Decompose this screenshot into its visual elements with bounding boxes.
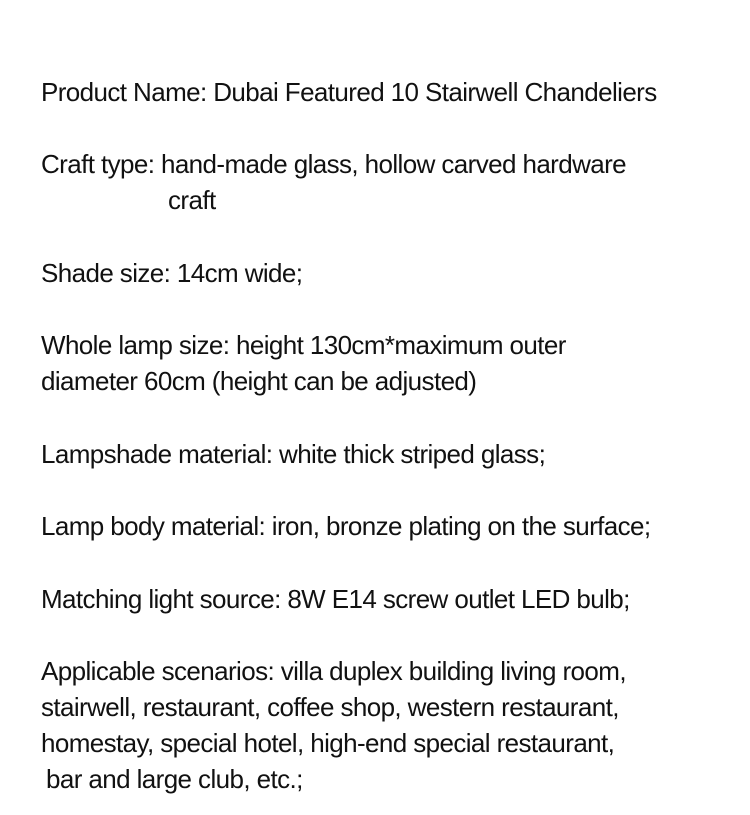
lamp-body-material-line: Lamp body material: iron, bronze plating on the surface; xyxy=(41,511,651,541)
applicable-scenarios-line-3: homestay, special hotel, high-end special restaurant, xyxy=(41,728,615,758)
applicable-scenarios-line-4: bar and large club, etc.; xyxy=(46,764,303,794)
craft-type-line-1: Craft type: hand-made glass, hollow carved hardware xyxy=(41,149,627,179)
light-source-line: Matching light source: 8W E14 screw outlet LED bulb; xyxy=(41,584,630,614)
product-name-line: Product Name: Dubai Featured 10 Stairwell Chandeliers xyxy=(41,77,657,107)
whole-lamp-size-line-1: Whole lamp size: height 130cm*maximum outer xyxy=(41,330,566,360)
craft-type-line-2: craft xyxy=(168,185,216,215)
shade-size-line: Shade size: 14cm wide; xyxy=(41,258,303,288)
lampshade-material-line: Lampshade material: white thick striped glass; xyxy=(41,439,546,469)
applicable-scenarios-line-1: Applicable scenarios: villa duplex building living room, xyxy=(41,656,626,686)
applicable-scenarios-line-2: stairwell, restaurant, coffee shop, western restaurant, xyxy=(41,692,619,722)
whole-lamp-size-line-2: diameter 60cm (height can be adjusted) xyxy=(41,366,477,396)
